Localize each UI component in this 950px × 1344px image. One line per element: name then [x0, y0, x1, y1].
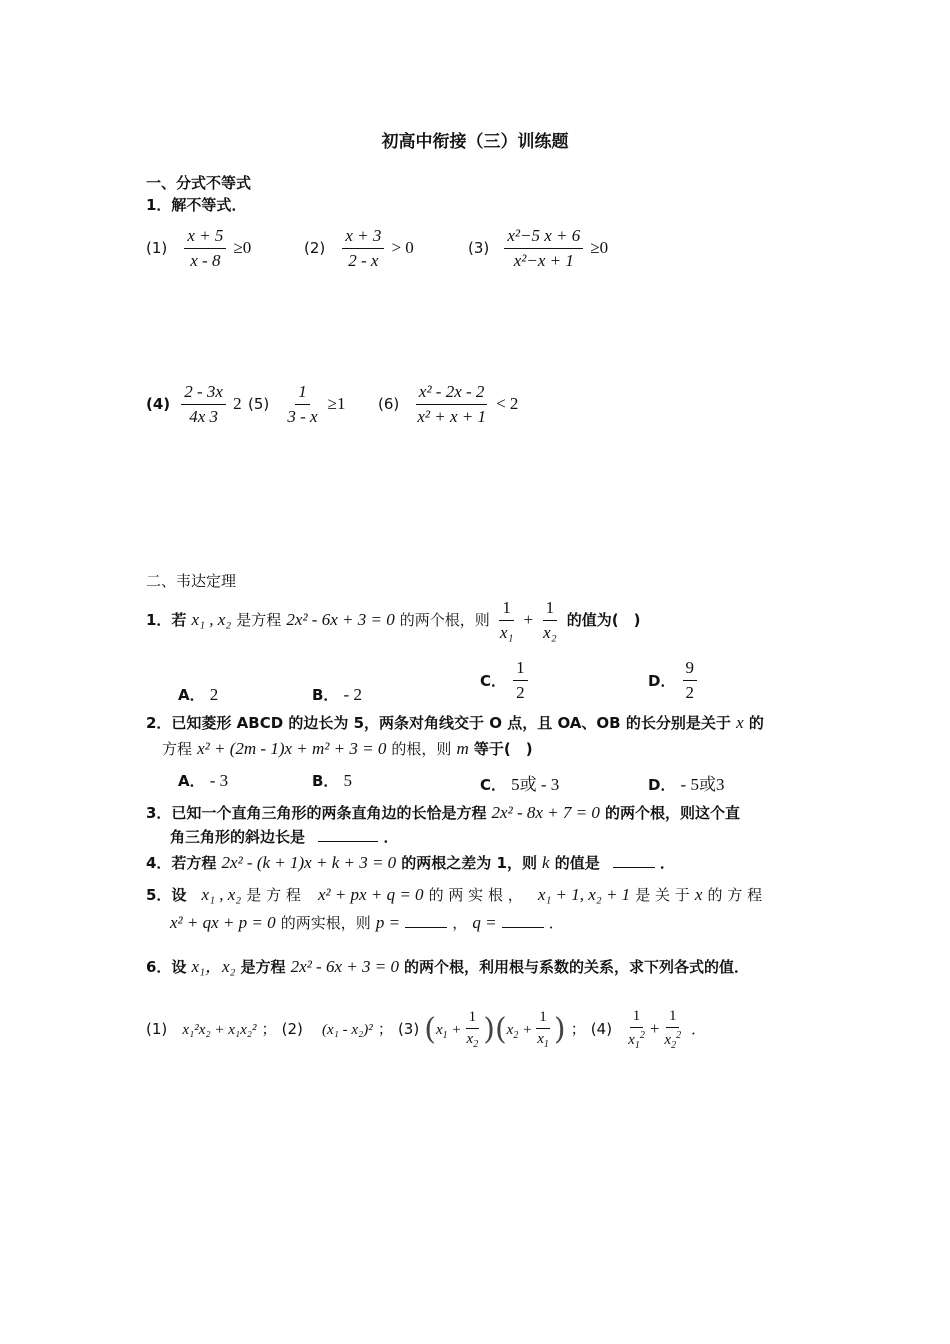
item-label: (3) — [468, 239, 490, 257]
vieta-question-3-line-2: 角三角形的斜边长是 ． — [170, 828, 399, 846]
option-a[interactable]: A． 2 — [178, 685, 219, 704]
vieta-question-1: 1．若 x₁ , x₂ 是方程 2x² - 6x + 3 = 0 的两个根，则 $\frac{1}{\text{x₁}}$ + $\frac{1}{\text{x₂}}$ 的值为( ) — [146, 598, 641, 642]
fraction-1-over-x2: $\frac{1}{\text{x₂}}$ — [543, 598, 557, 642]
answer-blank-q[interactable] — [502, 913, 544, 928]
option-d[interactable]: D． - 5或3 — [648, 775, 725, 794]
equation: 2x² - 6x + 3 = 0 — [290, 957, 399, 976]
vieta-question-4: 4．若方程 2x² - (k + 1)x + k + 3 = 0 的两根之差为 1，则 k 的值是 ． — [146, 853, 675, 872]
answer-blank[interactable] — [613, 853, 655, 868]
left-paren: ( — [424, 1012, 436, 1047]
equation: 2x² - 8x + 7 = 0 — [491, 803, 600, 822]
fraction: $\frac{2 - 3x}{4x 3}$ — [181, 382, 226, 427]
relation: 2 — [233, 394, 242, 413]
option-b[interactable]: B． 5 — [312, 771, 353, 790]
question-number: 1．若 — [146, 611, 187, 629]
inequality-3 — [468, 226, 608, 271]
relation: ≥0 — [233, 238, 252, 257]
item-label: (5) — [248, 395, 270, 413]
fraction: $\frac{1}{3 - x}$ — [287, 382, 318, 426]
inequality-4 — [146, 382, 242, 427]
option-a[interactable]: A． - 3 — [178, 771, 229, 790]
item-label: (4) — [146, 395, 171, 413]
fraction-1-over-x1: $\frac{1}{\text{x₁}}$ — [499, 598, 514, 642]
vieta-question-6: 6．设 x₁，x₂ 是方程 2x² - 6x + 3 = 0 的两个根，利用根与系数的关系，求下列各式的值． — [146, 957, 750, 976]
fraction: $\frac{x + 3}{2 - x}$ — [342, 226, 384, 271]
left-paren: ( — [494, 1012, 507, 1047]
answer-blank[interactable] — [318, 827, 378, 842]
inequality-1 — [146, 226, 251, 271]
item-label: (6) — [378, 395, 400, 413]
section-heading-vieta: 二、韦达定理 — [146, 572, 237, 590]
fraction: $\frac{x + 5}{x - 8}$ — [184, 226, 226, 271]
page-title: 初高中衔接（三）训练题 — [381, 132, 569, 152]
option-c[interactable]: C． 5或 - 3 — [480, 775, 560, 794]
question-1-label: 1．解不等式． — [146, 196, 247, 214]
equation: 2x² - (k + 1)x + k + 3 = 0 — [221, 853, 397, 872]
inequality-5 — [248, 382, 346, 427]
relation: > 0 — [391, 238, 414, 257]
relation: ≥0 — [590, 238, 609, 257]
vieta-question-5-line-1: 5．设 x₁ , x₂ 是 方 程 x² + px + q = 0 的 两 实 根 ， x₁ + 1, x₂ + 1 是 关 于 x 的 方 程 — [146, 885, 763, 904]
option-b[interactable]: B． - 2 — [312, 685, 362, 704]
equation: x² + qx + p = 0 — [170, 913, 276, 932]
fraction: $\frac{\text{x² - 2x - 2}}{\text{x² + x + 1}}$ — [417, 382, 486, 426]
item-label: (2) — [304, 239, 326, 257]
fraction: $\frac{\text{x²−5 x + 6}}{\text{x²−x + 1}}$ — [504, 226, 583, 271]
option-d[interactable]: D． $\frac{9}{2}$ — [648, 658, 699, 703]
relation: ≥1 — [327, 394, 346, 413]
inequality-6 — [378, 382, 518, 427]
option-c[interactable]: C． $\frac{1}{2}$ — [480, 658, 530, 703]
equation: 2x² - 6x + 3 = 0 — [286, 610, 395, 629]
vieta-question-6-parts: (1) x₁²x₂ + x₁x₂² ； (2) (x₁ - x₂)² ； (3) ($x_1$ + $\frac{1}{x_2}$ )($x_2$ + $\frac{1}{x_1}$ ) ； (4) $\frac{1}{x_1^2}$ + $\frac{1}{x_2^2}$ ． — [146, 1008, 707, 1051]
right-paren: ) — [483, 1012, 495, 1047]
roots-variables: x₁ , x₂ — [191, 610, 232, 629]
vieta-question-5-line-2: x² + qx + p = 0 的两实根，则 p = ， q = ． — [170, 913, 564, 932]
right-paren: ) — [553, 1012, 566, 1047]
vieta-question-2-line-2: 方程 x² + (2m - 1)x + m² + 3 = 0 的根，则 m 等于( ) — [162, 739, 533, 758]
equation: x² + px + q = 0 — [317, 885, 424, 904]
vieta-question-2-line-1: 2．已知菱形 ABCD 的边长为 5，两条对角线交于 O 点，且 OA、OB 的长分别是关于 x 的 — [146, 713, 764, 732]
relation: < 2 — [496, 394, 519, 413]
vieta-question-3-line-1: 3．已知一个直角三角形的两条直角边的长恰是方程 2x² - 8x + 7 = 0 的两个根，则这个直 — [146, 803, 740, 822]
section-heading-fraction-inequality: 一、分式不等式 — [146, 174, 252, 192]
inequality-2 — [304, 226, 414, 271]
item-label: (1) — [146, 239, 168, 257]
equation: x² + (2m - 1)x + m² + 3 = 0 — [197, 739, 387, 758]
answer-blank-p[interactable] — [405, 913, 447, 928]
